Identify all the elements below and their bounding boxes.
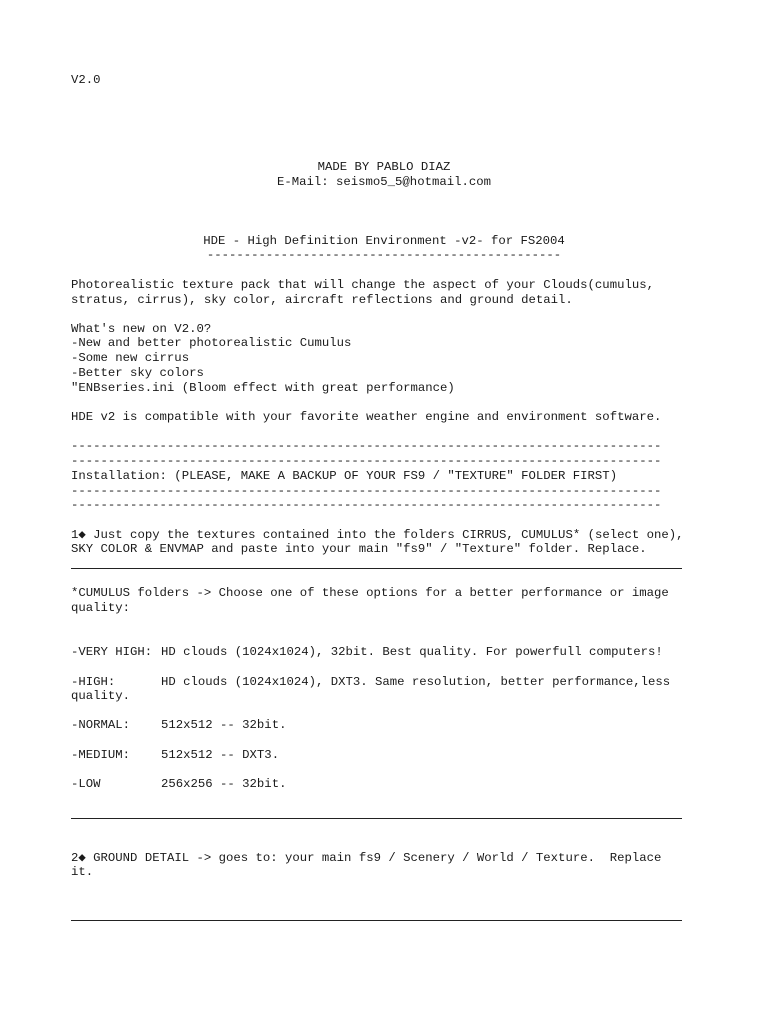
cumulus-option: [71, 645, 663, 659]
cumulus-option: [71, 718, 286, 732]
dash-separator: --------------------------------------------------------------------------------: [71, 498, 662, 512]
author-line: MADE BY PABLO DIAZ: [317, 160, 451, 174]
option-label: -MEDIUM:: [71, 748, 131, 762]
whats-new-heading: What's new on V2.0?: [71, 322, 212, 336]
whats-new-item: -New and better photorealistic Cumulus: [71, 336, 352, 350]
option-description: HD clouds (1024x1024), 32bit. Best quality. For powerfull computers!: [161, 645, 663, 659]
option-label: -HIGH:: [71, 675, 116, 689]
cumulus-option: [71, 748, 279, 762]
option-label: -VERY HIGH:: [71, 645, 153, 659]
compatibility-note: HDE v2 is compatible with your favorite weather engine and environment software.: [71, 410, 662, 424]
dash-separator: --------------------------------------------------------------------------------: [71, 439, 662, 453]
step-2-line-1: 2◆ GROUND DETAIL -> goes to: your main fs9 / Scenery / World / Texture. Replace: [71, 851, 662, 865]
intro-line-1: Photorealistic texture pack that will change the aspect of your Clouds(cumulus,: [71, 278, 654, 292]
option-description: HD clouds (1024x1024), DXT3. Same resolution, better performance,less: [161, 675, 671, 689]
document-title: HDE - High Definition Environment -v2- for FS2004: [203, 234, 565, 248]
option-label: -LOW: [71, 777, 101, 791]
whats-new-item: "ENBseries.ini (Bloom effect with great performance): [71, 381, 455, 395]
dash-separator: --------------------------------------------------------------------------------: [71, 454, 662, 468]
step-2-line-2: it.: [71, 865, 94, 879]
horizontal-rule: [71, 568, 682, 569]
cumulus-intro-line-2: quality:: [71, 601, 131, 615]
option-label: -NORMAL:: [71, 718, 131, 732]
version-label: V2.0: [71, 73, 101, 87]
dash-separator: --------------------------------------------------------------------------------: [71, 484, 662, 498]
title-underline: ------------------------------------------------: [206, 248, 562, 262]
cumulus-intro-line-1: *CUMULUS folders -> Choose one of these options for a better performance or image: [71, 586, 669, 600]
step-1-line-1: 1◆ Just copy the textures contained into the folders CIRRUS, CUMULUS* (select one),: [71, 528, 684, 542]
option-description-continued: quality.: [71, 689, 131, 703]
cumulus-option: [71, 777, 286, 791]
option-description: 512x512 -- 32bit.: [161, 718, 287, 732]
installation-heading: Installation: (PLEASE, MAKE A BACKUP OF YOUR FS9 / "TEXTURE" FOLDER FIRST): [71, 469, 618, 483]
whats-new-item: -Some new cirrus: [71, 351, 190, 365]
option-description: 256x256 -- 32bit.: [161, 777, 287, 791]
step-1-line-2: SKY COLOR & ENVMAP and paste into your main "fs9" / "Texture" folder. Replace.: [71, 542, 647, 556]
option-description: 512x512 -- DXT3.: [161, 748, 280, 762]
horizontal-rule: [71, 818, 682, 819]
whats-new-item: -Better sky colors: [71, 366, 204, 380]
horizontal-rule: [71, 920, 682, 921]
cumulus-option: [71, 675, 670, 689]
author-email: E-Mail: seismo5_5@hotmail.com: [276, 175, 491, 189]
intro-line-2: stratus, cirrus), sky color, aircraft reflections and ground detail.: [71, 293, 573, 307]
